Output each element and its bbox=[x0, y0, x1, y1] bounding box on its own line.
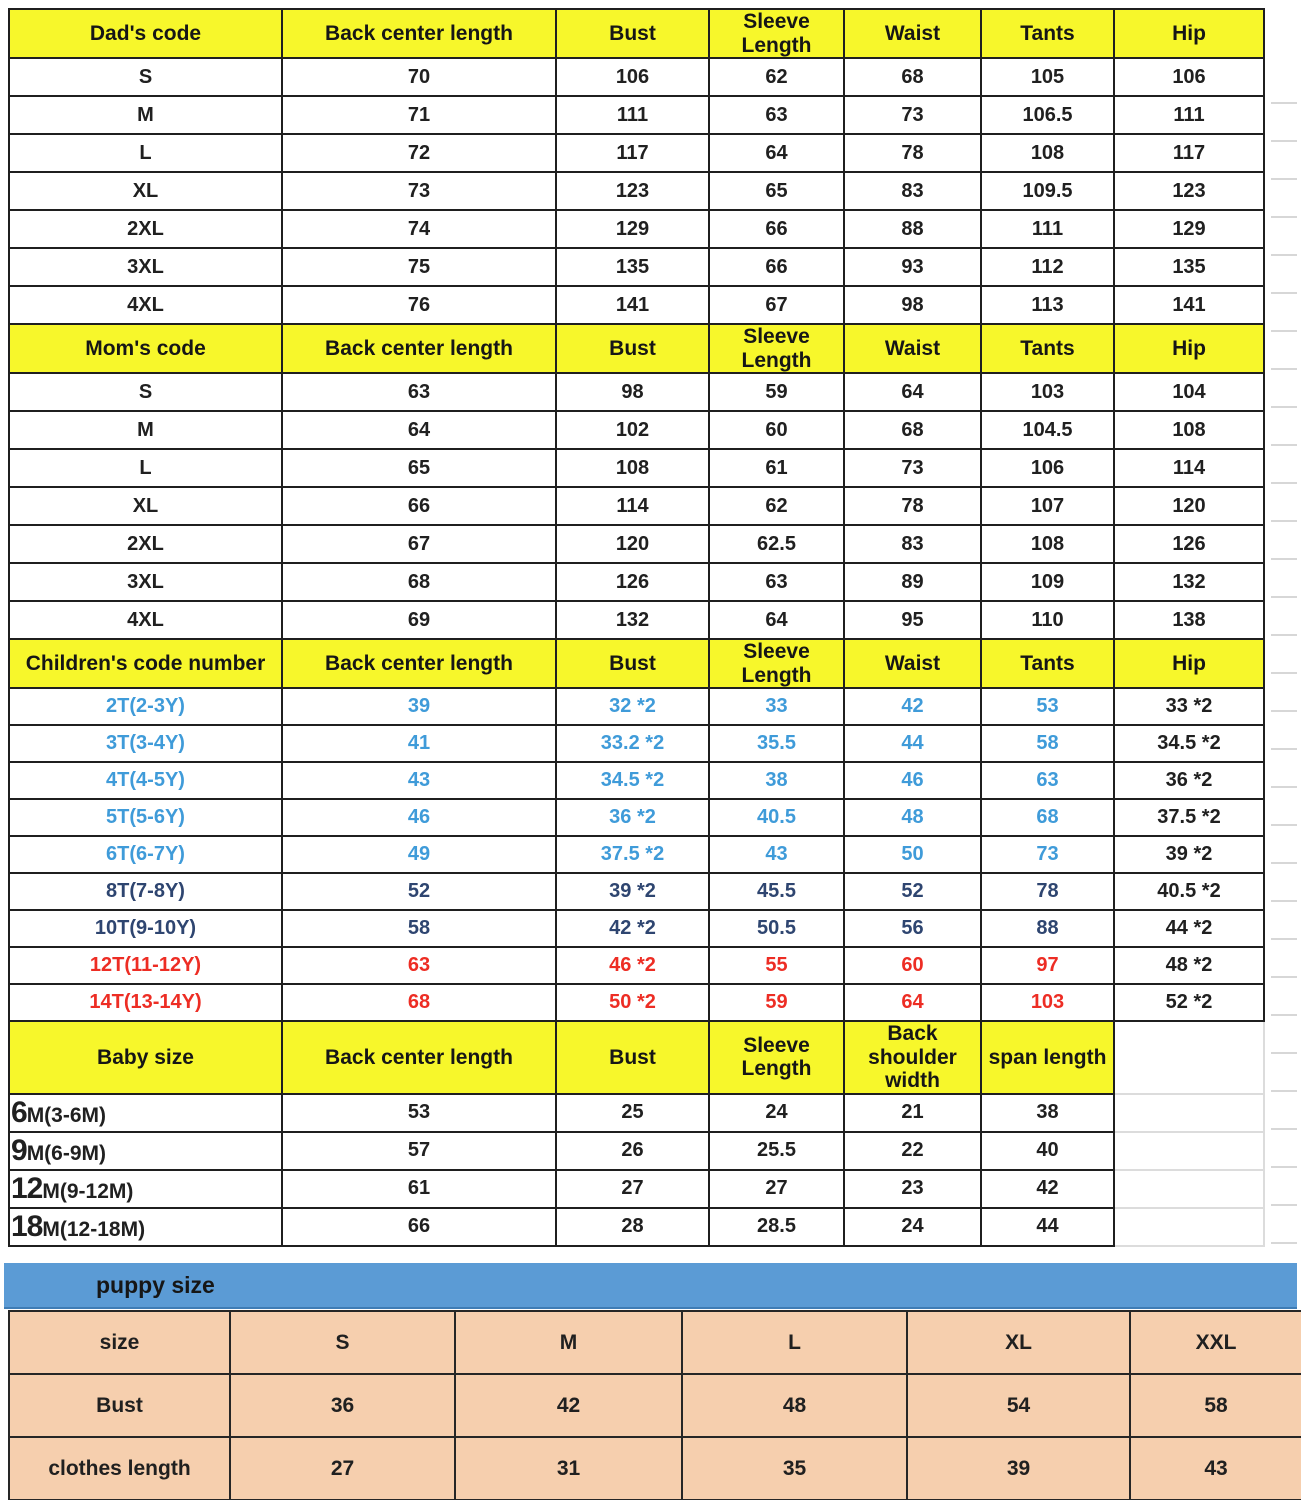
cell: 52 *2 bbox=[1114, 984, 1264, 1021]
cell: 117 bbox=[1114, 134, 1264, 172]
table-row bbox=[9, 487, 1264, 525]
cell: M bbox=[9, 96, 282, 134]
cell: 38 bbox=[709, 762, 844, 799]
cell: 138 bbox=[1114, 601, 1264, 639]
cell: 27 bbox=[709, 1170, 844, 1208]
cell: 106 bbox=[1114, 58, 1264, 96]
table-row bbox=[9, 134, 1264, 172]
cell: 63 bbox=[282, 947, 556, 984]
cell: L bbox=[9, 449, 282, 487]
table-row bbox=[9, 373, 1264, 411]
cell: 36 *2 bbox=[556, 799, 709, 836]
cell: 112 bbox=[981, 248, 1114, 286]
cell: 74 bbox=[282, 210, 556, 248]
cell: 109 bbox=[981, 563, 1114, 601]
cell: 60 bbox=[709, 411, 844, 449]
table-row bbox=[9, 411, 1264, 449]
header-cell: Back center length bbox=[282, 1021, 556, 1094]
header-cell: Sleeve Length bbox=[709, 9, 844, 58]
cell: 44 bbox=[981, 1208, 1114, 1246]
header-cell: Waist bbox=[844, 639, 981, 688]
cell: 46 bbox=[282, 799, 556, 836]
cell: 53 bbox=[981, 688, 1114, 725]
cell: 66 bbox=[282, 487, 556, 525]
cell: S bbox=[9, 58, 282, 96]
cell-text: M(12-18M) bbox=[42, 1217, 146, 1241]
cell: 2T(2-3Y) bbox=[9, 688, 282, 725]
cell: 2XL bbox=[9, 210, 282, 248]
table-row bbox=[9, 449, 1264, 487]
cell: 52 bbox=[844, 873, 981, 910]
cell: 50.5 bbox=[709, 910, 844, 947]
cell: 27 bbox=[556, 1170, 709, 1208]
cell: 129 bbox=[556, 210, 709, 248]
table-row bbox=[9, 1132, 1264, 1170]
cell: XL bbox=[9, 172, 282, 210]
cell: 78 bbox=[844, 134, 981, 172]
spreadsheet-gridlines bbox=[1271, 66, 1297, 1259]
cell: 34.5 *2 bbox=[1114, 725, 1264, 762]
cell: 58 bbox=[1130, 1374, 1301, 1437]
cell: 40 bbox=[981, 1132, 1114, 1170]
header-cell: Back center length bbox=[282, 9, 556, 58]
cell: 114 bbox=[1114, 449, 1264, 487]
cell: 12T(11-12Y) bbox=[9, 947, 282, 984]
cell: 120 bbox=[1114, 487, 1264, 525]
cell: 63 bbox=[709, 563, 844, 601]
cell: 41 bbox=[282, 725, 556, 762]
cell: 62 bbox=[709, 58, 844, 96]
cell: 107 bbox=[981, 487, 1114, 525]
header-cell: Back center length bbox=[282, 639, 556, 688]
cell: 141 bbox=[1114, 286, 1264, 324]
cell: 68 bbox=[844, 411, 981, 449]
table-row bbox=[9, 1094, 1264, 1132]
cell-text: 18 bbox=[11, 1209, 43, 1243]
cell: 64 bbox=[282, 411, 556, 449]
cell: 111 bbox=[1114, 96, 1264, 134]
blank-cell bbox=[1114, 1021, 1264, 1094]
header-cell: Bust bbox=[556, 1021, 709, 1094]
puppy-size-title: puppy size bbox=[96, 1271, 215, 1298]
cell: 114 bbox=[556, 487, 709, 525]
cell: 6T(6-7Y) bbox=[9, 836, 282, 873]
cell: 108 bbox=[981, 525, 1114, 563]
cell: 42 bbox=[981, 1170, 1114, 1208]
cell: 98 bbox=[556, 373, 709, 411]
cell: M bbox=[9, 411, 282, 449]
cell: 3XL bbox=[9, 563, 282, 601]
cell: 59 bbox=[709, 373, 844, 411]
cell: size bbox=[9, 1311, 230, 1374]
cell: 32 *2 bbox=[556, 688, 709, 725]
cell: 78 bbox=[981, 873, 1114, 910]
cell: 63 bbox=[709, 96, 844, 134]
cell: 97 bbox=[981, 947, 1114, 984]
cell: 57 bbox=[282, 1132, 556, 1170]
table-row bbox=[9, 688, 1264, 725]
cell: 48 bbox=[844, 799, 981, 836]
cell: 33 *2 bbox=[1114, 688, 1264, 725]
cell: 89 bbox=[844, 563, 981, 601]
cell: clothes length bbox=[9, 1437, 230, 1500]
cell: 4XL bbox=[9, 286, 282, 324]
table-row bbox=[9, 984, 1264, 1021]
header-cell: Hip bbox=[1114, 9, 1264, 58]
header-cell: Children's code number bbox=[9, 639, 282, 688]
cell: 43 bbox=[709, 836, 844, 873]
cell: 23 bbox=[844, 1170, 981, 1208]
cell: 35 bbox=[682, 1437, 907, 1500]
header-cell: Baby size bbox=[9, 1021, 282, 1094]
cell: 36 *2 bbox=[1114, 762, 1264, 799]
table-row bbox=[9, 762, 1264, 799]
table-row bbox=[9, 1437, 1301, 1500]
cell: 88 bbox=[844, 210, 981, 248]
header-cell: Tants bbox=[981, 639, 1114, 688]
table-row bbox=[9, 873, 1264, 910]
blank-cell bbox=[1114, 1170, 1264, 1208]
cell: 42 *2 bbox=[556, 910, 709, 947]
cell: 48 bbox=[682, 1374, 907, 1437]
cell: 48 *2 bbox=[1114, 947, 1264, 984]
cell: 65 bbox=[709, 172, 844, 210]
cell: 50 *2 bbox=[556, 984, 709, 1021]
cell: 129 bbox=[1114, 210, 1264, 248]
cell: 35.5 bbox=[709, 725, 844, 762]
cell: 39 *2 bbox=[556, 873, 709, 910]
cell: L bbox=[9, 134, 282, 172]
cell: 68 bbox=[981, 799, 1114, 836]
cell: 60 bbox=[844, 947, 981, 984]
cell: 3XL bbox=[9, 248, 282, 286]
cell: 4XL bbox=[9, 601, 282, 639]
cell: 83 bbox=[844, 172, 981, 210]
cell: 132 bbox=[556, 601, 709, 639]
cell: 39 bbox=[282, 688, 556, 725]
table-row bbox=[9, 947, 1264, 984]
header-cell: Mom's code bbox=[9, 324, 282, 373]
cell: 58 bbox=[282, 910, 556, 947]
table-row bbox=[9, 1311, 1301, 1374]
header-row bbox=[9, 1021, 1264, 1094]
cell: 66 bbox=[282, 1208, 556, 1246]
cell: 62 bbox=[709, 487, 844, 525]
cell: 135 bbox=[556, 248, 709, 286]
cell-text: 6 bbox=[11, 1095, 27, 1129]
cell: 123 bbox=[556, 172, 709, 210]
cell: 56 bbox=[844, 910, 981, 947]
cell: 78 bbox=[844, 487, 981, 525]
cell: 83 bbox=[844, 525, 981, 563]
cell: 104 bbox=[1114, 373, 1264, 411]
cell: 73 bbox=[282, 172, 556, 210]
table-row bbox=[9, 725, 1264, 762]
header-cell: Hip bbox=[1114, 324, 1264, 373]
cell-text: 9 bbox=[11, 1133, 27, 1167]
header-cell: Bust bbox=[556, 9, 709, 58]
cell: 24 bbox=[709, 1094, 844, 1132]
cell: 8T(7-8Y) bbox=[9, 873, 282, 910]
table-row bbox=[9, 286, 1264, 324]
table-row bbox=[9, 1208, 1264, 1246]
cell: 42 bbox=[455, 1374, 682, 1437]
header-cell: Sleeve Length bbox=[709, 1021, 844, 1094]
cell: 3T(3-4Y) bbox=[9, 725, 282, 762]
cell-text: M(9-12M) bbox=[42, 1179, 134, 1203]
cell: 73 bbox=[981, 836, 1114, 873]
blank-cell bbox=[1114, 1132, 1264, 1170]
cell: 64 bbox=[709, 134, 844, 172]
cell: 73 bbox=[844, 449, 981, 487]
table-row bbox=[9, 836, 1264, 873]
header-cell: Sleeve Length bbox=[709, 324, 844, 373]
cell: 76 bbox=[282, 286, 556, 324]
cell: 106.5 bbox=[981, 96, 1114, 134]
cell-text: M(3-6M) bbox=[26, 1103, 107, 1127]
header-cell: Back center length bbox=[282, 324, 556, 373]
header-cell: Waist bbox=[844, 324, 981, 373]
cell: 117 bbox=[556, 134, 709, 172]
cell: 126 bbox=[556, 563, 709, 601]
cell: 123 bbox=[1114, 172, 1264, 210]
table-row bbox=[9, 1374, 1301, 1437]
cell-text: M(6-9M) bbox=[26, 1141, 107, 1165]
cell bbox=[9, 1170, 282, 1208]
cell: 25.5 bbox=[709, 1132, 844, 1170]
blank-cell bbox=[1114, 1208, 1264, 1246]
cell: 61 bbox=[282, 1170, 556, 1208]
cell: 22 bbox=[844, 1132, 981, 1170]
header-row bbox=[9, 324, 1264, 373]
cell: 120 bbox=[556, 525, 709, 563]
header-cell: Tants bbox=[981, 9, 1114, 58]
cell: 10T(9-10Y) bbox=[9, 910, 282, 947]
cell: 37.5 *2 bbox=[556, 836, 709, 873]
cell: 72 bbox=[282, 134, 556, 172]
cell bbox=[9, 1132, 282, 1170]
cell: 40.5 *2 bbox=[1114, 873, 1264, 910]
cell: 103 bbox=[981, 984, 1114, 1021]
table-row bbox=[9, 601, 1264, 639]
cell: 24 bbox=[844, 1208, 981, 1246]
cell: 93 bbox=[844, 248, 981, 286]
cell: 34.5 *2 bbox=[556, 762, 709, 799]
cell: 66 bbox=[709, 248, 844, 286]
cell: 64 bbox=[844, 984, 981, 1021]
cell: 113 bbox=[981, 286, 1114, 324]
cell: L bbox=[682, 1311, 907, 1374]
cell: 43 bbox=[1130, 1437, 1301, 1500]
cell: 67 bbox=[282, 525, 556, 563]
puppy-size-header-bar bbox=[4, 1263, 1297, 1309]
cell: 103 bbox=[981, 373, 1114, 411]
cell: 44 bbox=[844, 725, 981, 762]
cell: 102 bbox=[556, 411, 709, 449]
cell: 61 bbox=[709, 449, 844, 487]
cell: XL bbox=[907, 1311, 1130, 1374]
cell: 64 bbox=[844, 373, 981, 411]
table-row bbox=[9, 58, 1264, 96]
cell: 62.5 bbox=[709, 525, 844, 563]
cell: 63 bbox=[981, 762, 1114, 799]
cell: 63 bbox=[282, 373, 556, 411]
cell: 46 bbox=[844, 762, 981, 799]
cell: 68 bbox=[282, 984, 556, 1021]
cell: 98 bbox=[844, 286, 981, 324]
cell: 40.5 bbox=[709, 799, 844, 836]
cell: 69 bbox=[282, 601, 556, 639]
cell: 39 *2 bbox=[1114, 836, 1264, 873]
table-row bbox=[9, 96, 1264, 134]
table-row bbox=[9, 1170, 1264, 1208]
cell: XL bbox=[9, 487, 282, 525]
table-row bbox=[9, 910, 1264, 947]
cell: 71 bbox=[282, 96, 556, 134]
cell: 66 bbox=[709, 210, 844, 248]
cell-text: 12 bbox=[11, 1171, 43, 1205]
header-row bbox=[9, 9, 1264, 58]
cell: 126 bbox=[1114, 525, 1264, 563]
cell: Bust bbox=[9, 1374, 230, 1437]
header-cell: Hip bbox=[1114, 639, 1264, 688]
cell: M bbox=[455, 1311, 682, 1374]
cell: 106 bbox=[556, 58, 709, 96]
cell: XXL bbox=[1130, 1311, 1301, 1374]
cell: 26 bbox=[556, 1132, 709, 1170]
cell: 132 bbox=[1114, 563, 1264, 601]
cell: 111 bbox=[981, 210, 1114, 248]
cell: 106 bbox=[981, 449, 1114, 487]
cell: 67 bbox=[709, 286, 844, 324]
cell: 45.5 bbox=[709, 873, 844, 910]
cell: 135 bbox=[1114, 248, 1264, 286]
cell: 75 bbox=[282, 248, 556, 286]
header-cell: Bust bbox=[556, 324, 709, 373]
cell: 141 bbox=[556, 286, 709, 324]
header-row bbox=[9, 639, 1264, 688]
cell: 46 *2 bbox=[556, 947, 709, 984]
cell: 105 bbox=[981, 58, 1114, 96]
cell: 38 bbox=[981, 1094, 1114, 1132]
cell: 4T(4-5Y) bbox=[9, 762, 282, 799]
header-cell: Waist bbox=[844, 9, 981, 58]
header-cell: Back shoulder width bbox=[844, 1021, 981, 1094]
cell: 59 bbox=[709, 984, 844, 1021]
cell bbox=[9, 1208, 282, 1246]
cell: 28.5 bbox=[709, 1208, 844, 1246]
family-size-table bbox=[8, 8, 1265, 1247]
cell: 68 bbox=[844, 58, 981, 96]
cell: 33.2 *2 bbox=[556, 725, 709, 762]
header-cell: span length bbox=[981, 1021, 1114, 1094]
cell: S bbox=[230, 1311, 455, 1374]
table-row bbox=[9, 525, 1264, 563]
table-row bbox=[9, 248, 1264, 286]
cell bbox=[9, 1094, 282, 1132]
cell: 5T(5-6Y) bbox=[9, 799, 282, 836]
cell: 25 bbox=[556, 1094, 709, 1132]
cell: 104.5 bbox=[981, 411, 1114, 449]
cell: 53 bbox=[282, 1094, 556, 1132]
cell: 50 bbox=[844, 836, 981, 873]
cell: 37.5 *2 bbox=[1114, 799, 1264, 836]
table-row bbox=[9, 799, 1264, 836]
cell: 43 bbox=[282, 762, 556, 799]
cell: 54 bbox=[907, 1374, 1130, 1437]
cell: S bbox=[9, 373, 282, 411]
cell: 42 bbox=[844, 688, 981, 725]
cell: 28 bbox=[556, 1208, 709, 1246]
puppy-size-table bbox=[8, 1310, 1301, 1500]
cell: 55 bbox=[709, 947, 844, 984]
table-row bbox=[9, 172, 1264, 210]
cell: 31 bbox=[455, 1437, 682, 1500]
cell: 108 bbox=[981, 134, 1114, 172]
cell: 73 bbox=[844, 96, 981, 134]
cell: 65 bbox=[282, 449, 556, 487]
cell: 88 bbox=[981, 910, 1114, 947]
table-row bbox=[9, 563, 1264, 601]
cell: 109.5 bbox=[981, 172, 1114, 210]
cell: 44 *2 bbox=[1114, 910, 1264, 947]
cell: 39 bbox=[907, 1437, 1130, 1500]
cell: 21 bbox=[844, 1094, 981, 1132]
blank-cell bbox=[1114, 1094, 1264, 1132]
header-cell: Tants bbox=[981, 324, 1114, 373]
cell: 110 bbox=[981, 601, 1114, 639]
cell: 70 bbox=[282, 58, 556, 96]
cell: 111 bbox=[556, 96, 709, 134]
cell: 36 bbox=[230, 1374, 455, 1437]
cell: 33 bbox=[709, 688, 844, 725]
cell: 49 bbox=[282, 836, 556, 873]
cell: 27 bbox=[230, 1437, 455, 1500]
cell: 64 bbox=[709, 601, 844, 639]
cell: 58 bbox=[981, 725, 1114, 762]
cell: 95 bbox=[844, 601, 981, 639]
cell: 68 bbox=[282, 563, 556, 601]
cell: 2XL bbox=[9, 525, 282, 563]
cell: 52 bbox=[282, 873, 556, 910]
cell: 108 bbox=[1114, 411, 1264, 449]
cell: 108 bbox=[556, 449, 709, 487]
table-row bbox=[9, 210, 1264, 248]
header-cell: Dad's code bbox=[9, 9, 282, 58]
header-cell: Sleeve Length bbox=[709, 639, 844, 688]
cell: 14T(13-14Y) bbox=[9, 984, 282, 1021]
header-cell: Bust bbox=[556, 639, 709, 688]
